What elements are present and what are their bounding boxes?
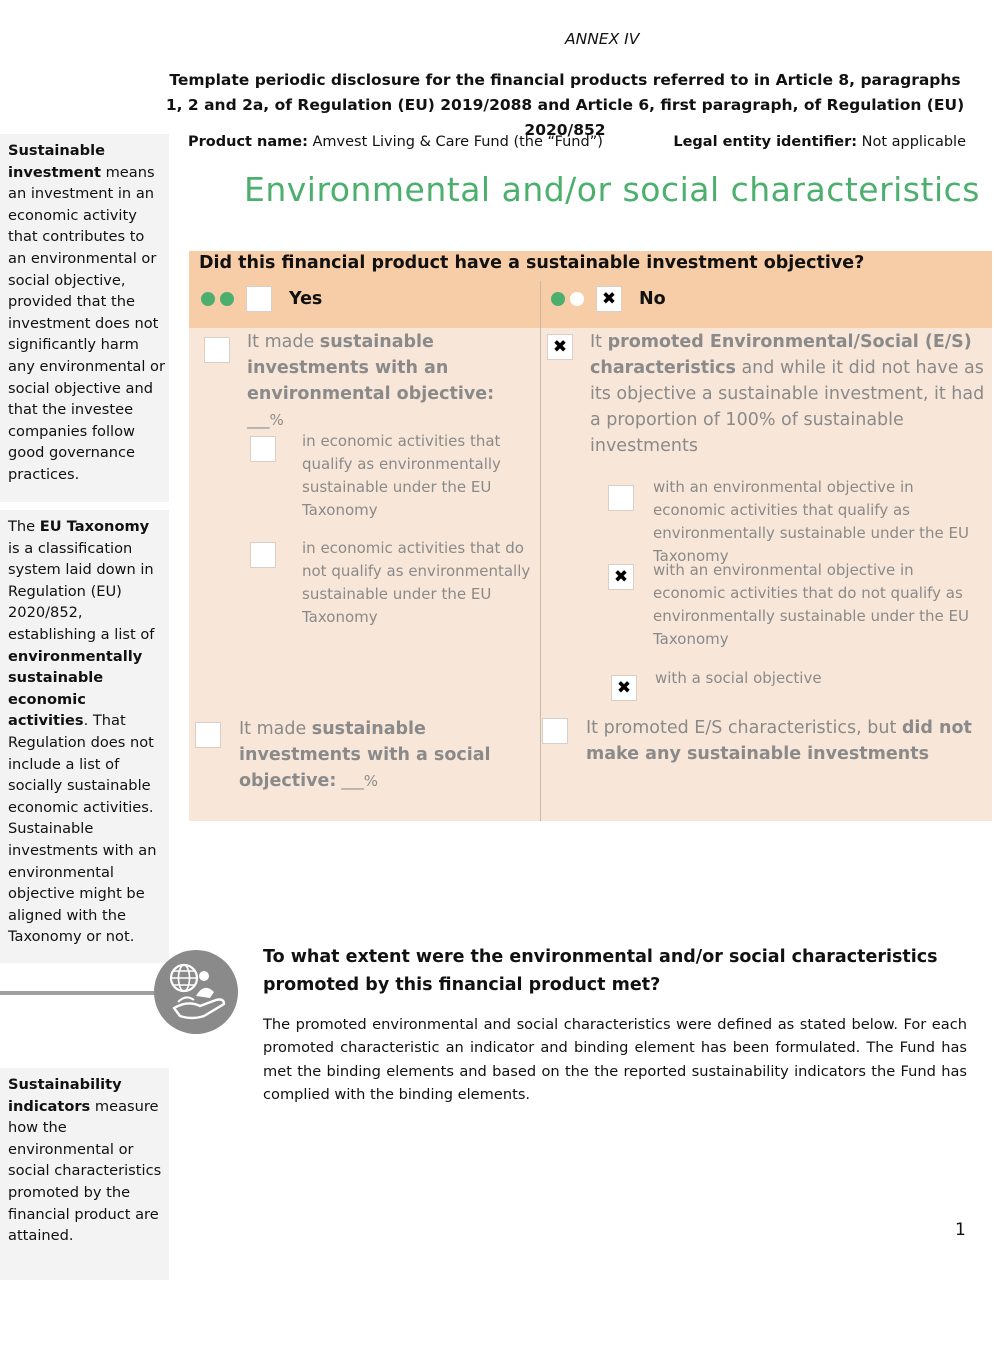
green-dot-icon bbox=[551, 292, 565, 306]
sidebar-note-sustainable-investment: Sustainable investment means an investment in an economic activity that contributes to an environmental or social objective, provided that the investment does not significantly harm any environmental or social objective and that the investee companies follow good governance practices. bbox=[0, 134, 169, 502]
sustainable-objective-box bbox=[189, 251, 992, 821]
checkbox-yes-taxonomy[interactable] bbox=[250, 436, 276, 462]
option-no-taxonomy: with an environmental objective in economic activities that qualify as environmentally sustainable under the EU Taxonomy bbox=[653, 478, 970, 565]
white-dot-icon bbox=[570, 292, 584, 306]
product-name: Product name: Amvest Living & Care Fund (the “Fund”) bbox=[188, 134, 603, 150]
checkbox-no-no-sustainable[interactable] bbox=[542, 718, 568, 744]
legal-entity-identifier: Legal entity identifier: Not applicable bbox=[673, 134, 966, 150]
column-divider bbox=[540, 281, 541, 821]
option-yes-environmental: It made sustainable investments with an environmental objective: ___% bbox=[247, 332, 495, 429]
section-line bbox=[0, 991, 158, 995]
yes-label: Yes bbox=[289, 289, 323, 309]
checkbox-yes-non-taxonomy[interactable] bbox=[250, 542, 276, 568]
page-number: 1 bbox=[955, 1220, 966, 1240]
checkbox-no-es-characteristics[interactable]: ✖ bbox=[547, 334, 573, 360]
option-yes-social: It made sustainable investments with a social objective: ___% bbox=[239, 719, 491, 791]
yes-checkbox[interactable] bbox=[246, 286, 272, 312]
option-no-no-sustainable: It promoted E/S characteristics, but did not make any sustainable investments bbox=[586, 718, 972, 764]
sidebar-note-eu-taxonomy: The EU Taxonomy is a classification system laid down in Regulation (EU) 2020/852, establishing a list of environmentally sustainable economic activities. That Regulation does not include a list of socially sustainable economic activities. Sustainable investments with an environmental objective might be aligned with the Taxonomy or not. bbox=[0, 510, 169, 963]
option-no-es-characteristics: It promoted Environmental/Social (E/S) characteristics and while it did not have as its objective a sustainable investment, it had a proportion of 100% of sustainable investments bbox=[590, 332, 985, 456]
no-label: No bbox=[639, 289, 666, 309]
checkbox-yes-social[interactable] bbox=[195, 722, 221, 748]
green-dot-icon bbox=[220, 292, 234, 306]
section-question: To what extent were the environmental and/or social characteristics promoted by this financial product met? bbox=[263, 947, 938, 995]
checkbox-no-social[interactable]: ✖ bbox=[611, 675, 637, 701]
checkbox-no-taxonomy[interactable] bbox=[608, 485, 634, 511]
page-title: Environmental and/or social characteristics bbox=[244, 170, 980, 209]
no-checkbox[interactable]: ✖ bbox=[596, 286, 622, 312]
box-question: Did this financial product have a sustainable investment objective? bbox=[199, 253, 865, 273]
option-yes-taxonomy: in economic activities that qualify as environmentally sustainable under the EU Taxonomy bbox=[302, 432, 501, 519]
option-no-social: with a social objective bbox=[655, 669, 822, 687]
section-paragraph: The promoted environmental and social characteristics were defined as stated below. For each promoted characteristic an indicator and binding element has been formulated. The Fund has met the binding elements and based on the the reported sustainability indicators the Fund has complied with the binding elements. bbox=[263, 1016, 967, 1103]
template-title: Template periodic disclosure for the financial products referred to in Article 8, paragraphs 1, 2 and 2a, of Regulation (EU) 2019/2088 and Article 6, first paragraph, of Regulation (EU) 2020/852 bbox=[165, 71, 965, 139]
option-no-non-taxonomy: with an environmental objective in economic activities that do not qualify as environmentally sustainable under the EU Taxonomy bbox=[653, 561, 970, 648]
green-dot-icon bbox=[201, 292, 215, 306]
sidebar-note-sustainability-indicators: Sustainability indicators measure how the environmental or social characteristics promoted by the financial product are attained. bbox=[0, 1068, 169, 1280]
option-yes-non-taxonomy: in economic activities that do not qualify as environmentally sustainable under the EU Taxonomy bbox=[302, 539, 531, 626]
checkbox-no-non-taxonomy[interactable]: ✖ bbox=[608, 564, 634, 590]
globe-hand-icon bbox=[154, 950, 238, 1034]
